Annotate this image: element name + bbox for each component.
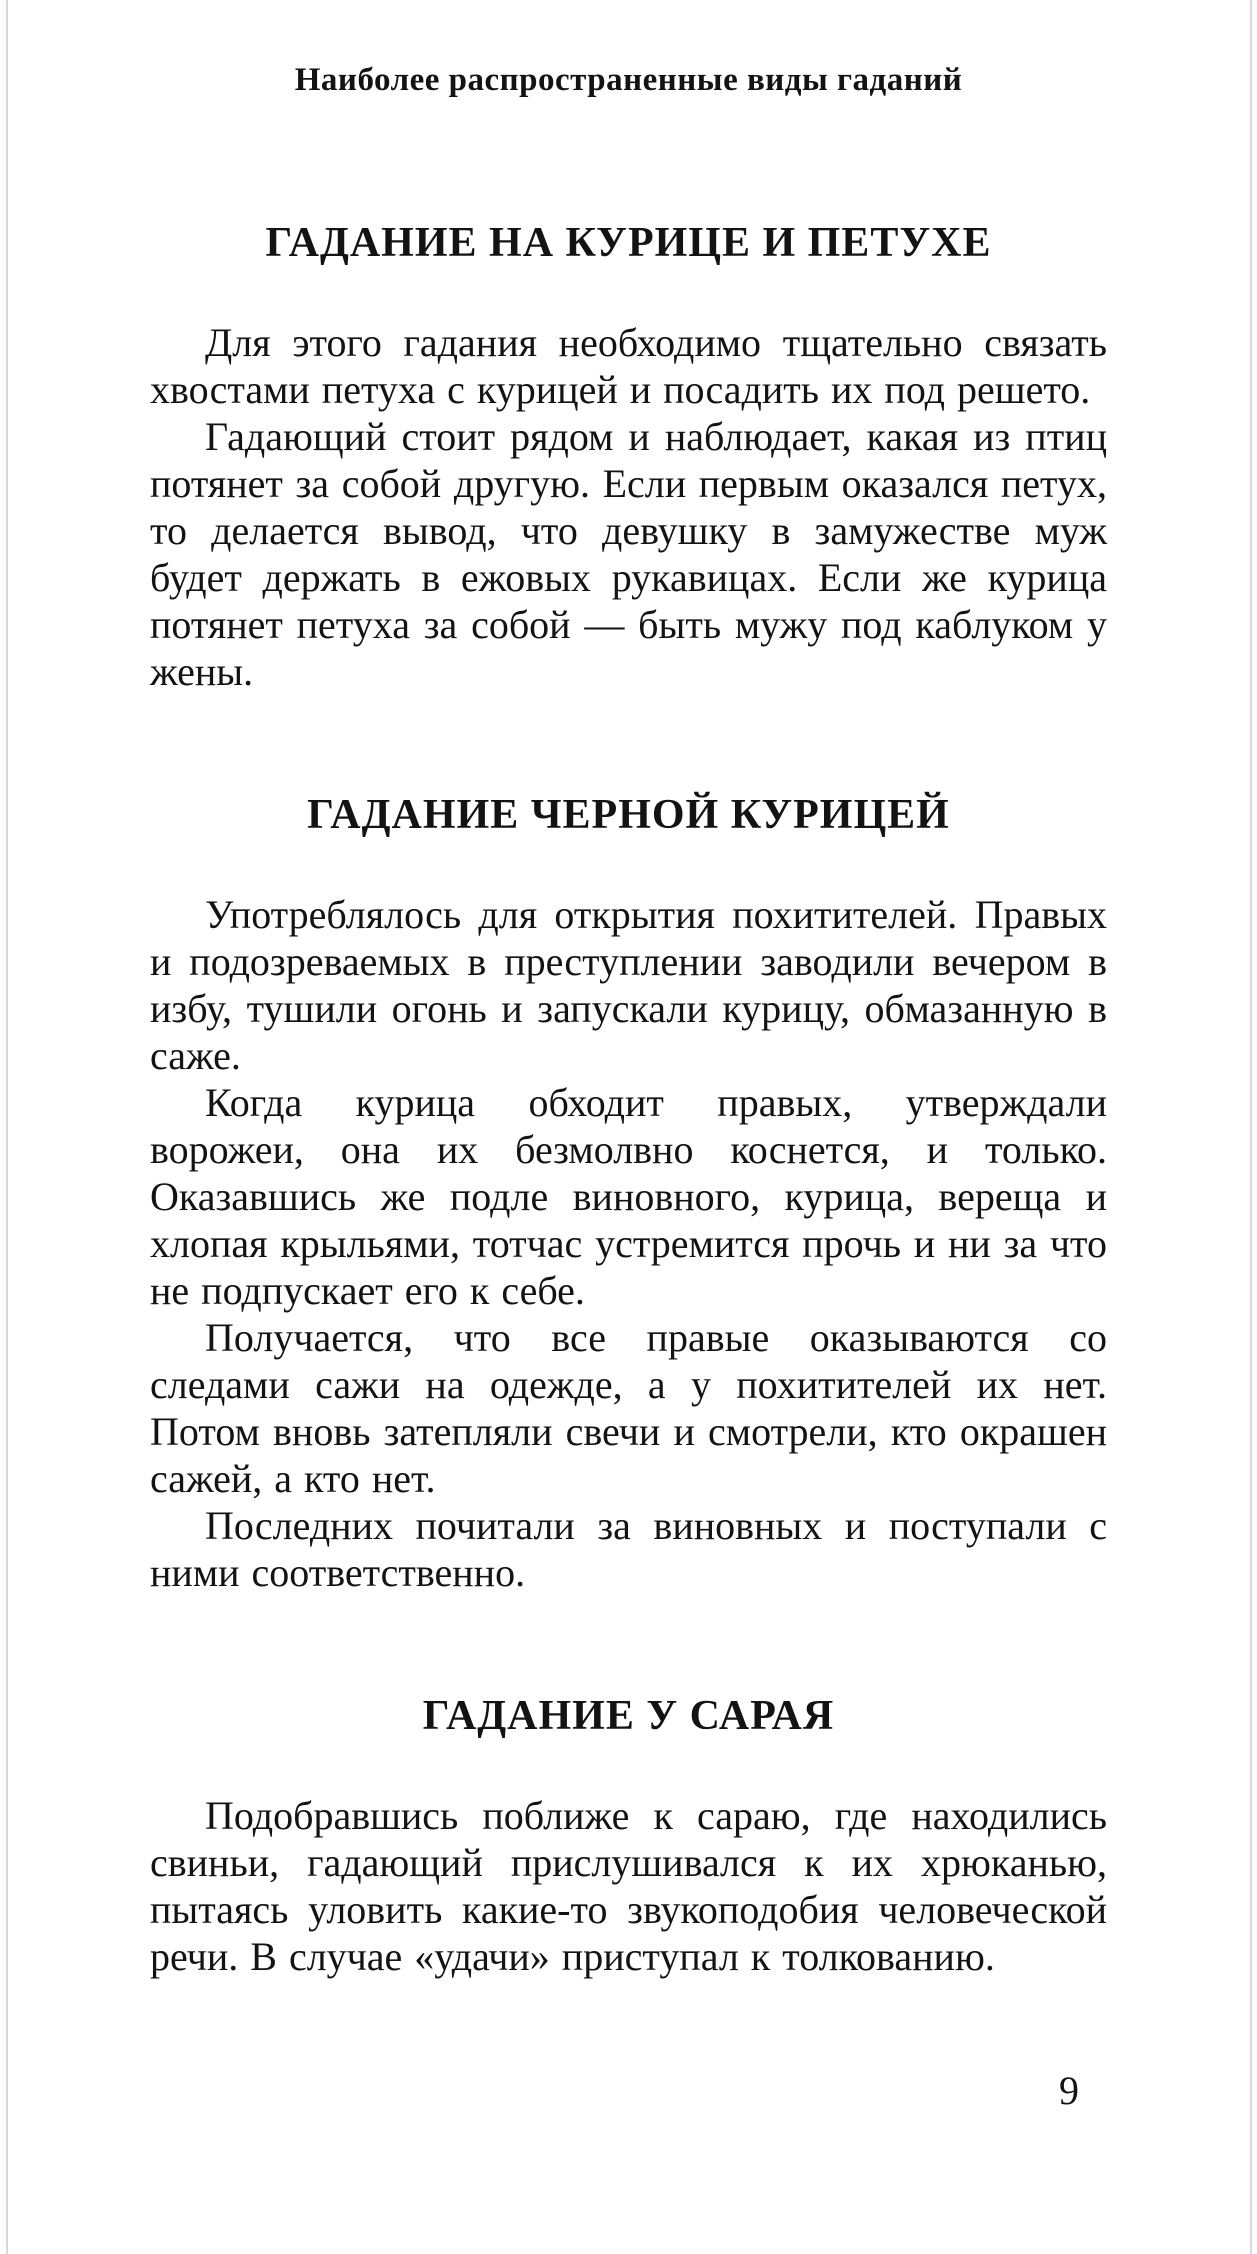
section-title: ГАДАНИЕ НА КУРИЦЕ И ПЕТУХЕ	[265, 220, 992, 266]
section-black-hen	[150, 791, 1107, 1596]
paragraph: Последних почитали за виновных и поступали с ними соответственно.	[150, 1503, 1107, 1595]
paragraph: Получается, что все правые оказываются со следами сажи на одежде, а у похитителей их нет. Потом вновь затепляли свечи и смотрели, кто окрашен сажей, а кто нет.	[150, 1315, 1107, 1501]
paragraph: Гадающий стоит рядом и наблюдает, какая из птиц потянет за собой другую. Если первым оказался петух, то делается вывод, что девушку в замужестве муж будет держать в ежовых рукавицах. Если же курица потянет петуха за собой — быть мужу под каблуком у жены.	[150, 414, 1107, 694]
page-number: 9	[1059, 2068, 1079, 2113]
paragraph: Употреблялось для открытия похитителей. Правых и подозреваемых в преступлении заводили вечером в избу, тушили огонь и запускали курицу, обмазанную в саже.	[150, 892, 1107, 1078]
paragraph: Когда курица обходит правых, утверждали ворожеи, она их безмолвно коснется, и только. Оказавшись же подле виновного, курица, вереща и хлопая крыльями, тотчас устремится прочь и ни за что не подпускает его к себе.	[150, 1080, 1107, 1313]
section-chicken-rooster	[150, 219, 1107, 695]
paragraph: Для этого гадания необходимо тщательно связать хвостами петуха с курицей и посадить их под решето.	[150, 320, 1107, 412]
running-header: Наиболее распространенные виды гаданий	[294, 62, 963, 98]
paragraph: Подобравшись поближе к сараю, где находились свиньи, гадающий прислушивался к их хрюканью, пытаясь уловить какие-то звукоподобия человеческой речи. В случае «удачи» приступал к толкованию.	[150, 1793, 1107, 1979]
section-barn	[150, 1692, 1107, 1980]
section-title: ГАДАНИЕ ЧЕРНОЙ КУРИЦЕЙ	[307, 792, 950, 838]
section-title: ГАДАНИЕ У САРАЯ	[422, 1693, 835, 1739]
